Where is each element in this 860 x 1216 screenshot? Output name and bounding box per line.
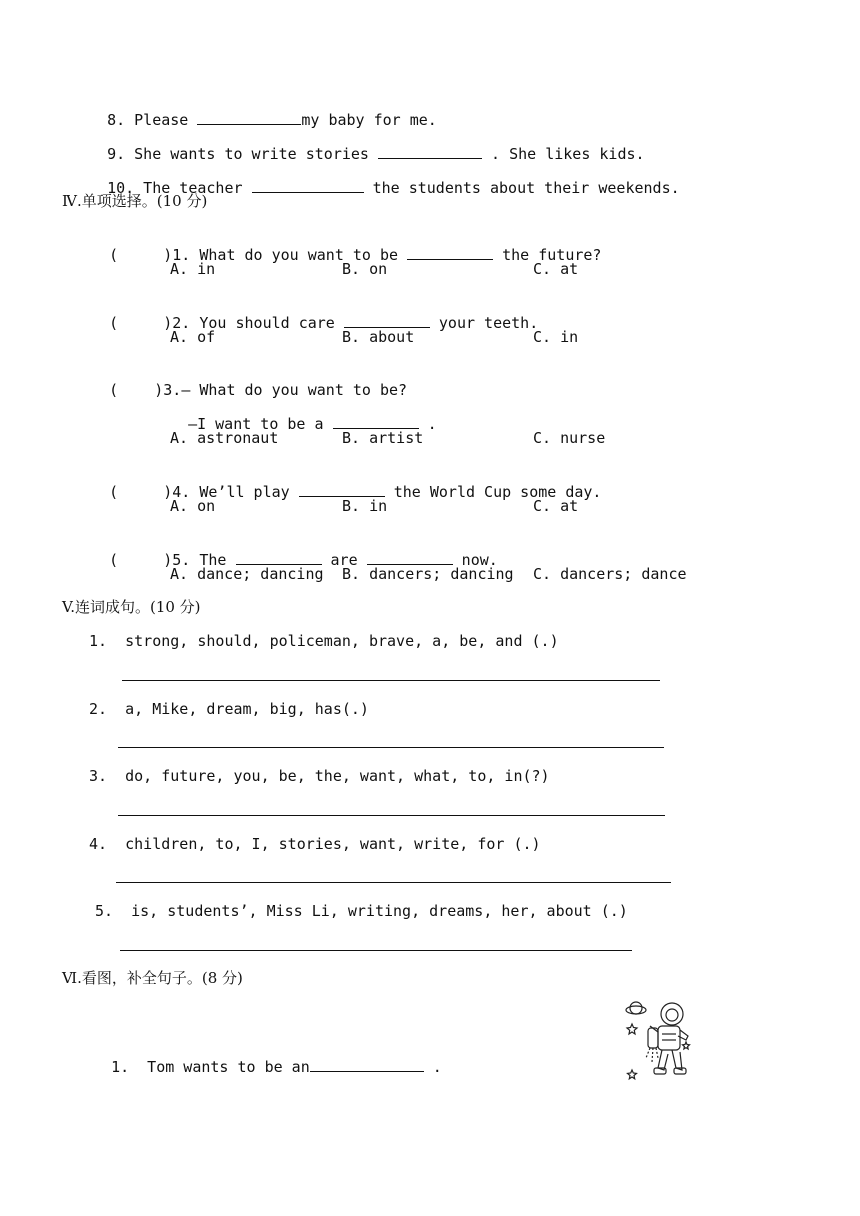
- answer-blank[interactable]: [367, 550, 453, 565]
- fill-item-8: 8. Please my baby for me.: [107, 111, 437, 129]
- option-b[interactable]: B. about: [342, 328, 415, 346]
- option-c[interactable]: C. nurse: [533, 429, 606, 447]
- fill-item-9: 9. She wants to write stories . She likes kids.: [107, 145, 645, 163]
- option-a[interactable]: A. astronaut: [170, 429, 279, 447]
- question-4: ( )4. We’ll play the World Cup some day.: [109, 483, 602, 501]
- question-3-response: —I want to be a .: [188, 415, 437, 433]
- option-c[interactable]: C. at: [533, 497, 579, 515]
- word-order-item-3: 3. do, future, you, be, the, want, what, to, in(?): [89, 767, 550, 785]
- section-heading: Ⅵ.看图，补全句子。(8 分): [62, 969, 243, 987]
- answer-blank[interactable]: [378, 144, 482, 159]
- question-5: ( )5. The are now.: [109, 551, 498, 569]
- word-order-item-4: 4. children, to, I, stories, want, write, for (.): [89, 835, 541, 853]
- answer-blank[interactable]: [197, 110, 301, 125]
- answer-line[interactable]: [122, 680, 660, 681]
- option-a[interactable]: A. dance; dancing: [170, 565, 324, 583]
- option-b[interactable]: B. dancers; dancing: [342, 565, 514, 583]
- answer-line[interactable]: [120, 950, 632, 951]
- fill-item-10: 10. The teacher the students about their weekends.: [107, 179, 680, 197]
- answer-line[interactable]: [116, 882, 671, 883]
- answer-paren[interactable]: ( ): [109, 381, 164, 399]
- question-3: ( )3.— What do you want to be?: [109, 381, 408, 399]
- answer-blank[interactable]: [344, 313, 430, 328]
- answer-blank[interactable]: [299, 482, 385, 497]
- astronaut-icon: [620, 998, 694, 1084]
- option-a[interactable]: A. on: [170, 497, 216, 515]
- answer-blank[interactable]: [236, 550, 322, 565]
- option-a[interactable]: A. in: [170, 260, 216, 278]
- option-c[interactable]: C. in: [533, 328, 579, 346]
- answer-paren[interactable]: ( ): [109, 551, 173, 569]
- question-2: ( )2. You should care your teeth.: [109, 314, 539, 332]
- section-heading: V.连词成句。(10 分): [62, 598, 201, 616]
- question-1: ( )1. What do you want to be the future?: [109, 246, 602, 264]
- section-heading: Ⅳ.单项选择。(10 分): [62, 192, 208, 210]
- option-b[interactable]: B. in: [342, 497, 388, 515]
- answer-line[interactable]: [118, 747, 664, 748]
- option-c[interactable]: C. at: [533, 260, 579, 278]
- answer-blank[interactable]: [333, 414, 419, 429]
- answer-paren[interactable]: ( ): [109, 483, 173, 501]
- answer-blank[interactable]: [310, 1057, 424, 1072]
- option-b[interactable]: B. artist: [342, 429, 424, 447]
- word-order-item-2: 2. a, Mike, dream, big, has(.): [89, 700, 369, 718]
- word-order-item-1: 1. strong, should, policeman, brave, a, be, and (.): [89, 632, 559, 650]
- answer-blank[interactable]: [407, 245, 493, 260]
- answer-blank[interactable]: [252, 178, 364, 193]
- option-a[interactable]: A. of: [170, 328, 216, 346]
- option-b[interactable]: B. on: [342, 260, 388, 278]
- answer-paren[interactable]: ( ): [109, 314, 173, 332]
- answer-line[interactable]: [118, 815, 665, 816]
- answer-paren[interactable]: ( ): [109, 246, 173, 264]
- picture-item-1: 1. Tom wants to be an .: [111, 1058, 442, 1076]
- word-order-item-5: 5. is, students’, Miss Li, writing, dreams, her, about (.): [95, 902, 628, 920]
- option-c[interactable]: C. dancers; dance: [533, 565, 687, 583]
